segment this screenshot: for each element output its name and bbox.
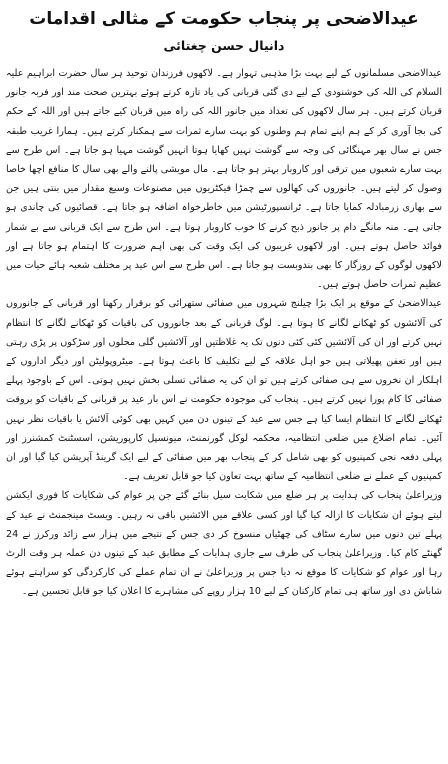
headline: عیدالاضحی پر پنجاب حکومت کے مثالی اقدامات bbox=[29, 9, 419, 29]
byline: دانیال حسن چغتائی bbox=[163, 38, 285, 53]
article bbox=[6, 4, 442, 760]
paragraph-2: عیدالاضحیٰ کے موقع پر ایک بڑا چیلنج شہروں میں صفائی ستھرائی کو برقرار رکھنا اور قربانی کے جانوروں کی آلائشوں کو ٹھکانے لگانے کا ہوتا ہے۔ لوگ قربانی کے بعد جانوروں کی باقیات کو ٹھکانے لگانے کا انتظام نہیں کرتے اور ان کی آلائشیں کئی کئی دنوں تک یہ غلاظتیں اور آلائشیں گلی محلوں اور سڑکوں پر پڑی رہتی ہیں اور تعفن پھیلاتی ہیں جو اہل علاقہ کے لیے تکلیف کا باعث ہوتا ہے۔ میٹروپولیٹن اور دیگر اداروں کے اہلکار ان نخروں سے ہی صفائی کرتے ہیں تو ان کی یہ صفائی تسلی بخش نہیں ہوتی۔ اس کے باوجود پہلے صفائی کا کام پورا نہیں کرتے ہیں۔ پنجاب کی موجودہ حکومت نے اس بار عید پر قربانی کے باقیات کو بروقت ٹھکانے لگانے کا انتظام ایسا کیا ہے جس سے عید کے تینوں دن میں کہیں بھی کوئی آلائش یا باقیات نظر نہیں آئیں۔ تمام اضلاع میں ضلعی انتظامیہ، محکمہ لوکل گورنمنٹ، میونسپل کارپوریشن، اسسٹنٹ کمشنرز اور پہلی دفعہ نجی کمپنیوں کو بھی شامل کر کے پنجاب بھر میں صفائی کے لیے ایک گرینڈ آپریشن کیا گیا اور ان کمپنیوں کے عملے نے ضلعی انتظامیہ کے ساتھ بہت تعاون کیا جو قابل تعریف ہے۔ bbox=[6, 298, 442, 483]
paragraph-3: وزیراعلیٰ پنجاب کی ہدایت پر ہر ضلع میں شکایت سیل بنائے گئے جن پر عوام کی شکایات کا فوری ایکشن لیتے ہوئے ان شکایات کا ازالہ کیا گیا اور کسی علاقے میں الائشیں باقی نہ رہیں۔ ویسٹ مینجمنٹ نے عید کے پہلے تین دنوں میں سارے سٹاف کی چھٹیاں منسوخ کر دی جس کے نتیجے میں ہزار سے زائد ورکرز نے 24 گھنٹے کام کیا۔ وزیراعلیٰ پنجاب کی طرف سے جاری ہدایات کے مطابق عید کے تینوں دن عملہ ہر وقت الرٹ رہا اور عوام کو شکایات کا موقع نہ دیا جس پر وزیراعلیٰ نے ان تمام عملے کی کارکردگی کو سراہتے ہوئے شاباش دی اور ساتھ ہی تمام کارکنان کے لیے 10 ہزار روپے کی مشاہرے کا اعلان کیا جو قابل تحسین ہے۔ bbox=[6, 490, 442, 598]
paragraph-1: عیدالاضحی مسلمانوں کے لیے بہت بڑا مذہبی تہوار ہے۔ لاکھوں فرزندان توحید ہر سال حضرت ابراہیم علیہ السلام کی اللہ کی خوشنودی کے لیے دی گئی قربانی کی یاد تازہ کرتے ہوئے بہترین صحت مند اور فربہ جانور قربان کرتے ہیں۔ ہر سال لاکھوں کی تعداد میں جانور اللہ کی راہ میں قربان کیے جاتے ہیں اور اللہ کے حکم کی بجا آوری کر کے ہم اپنے تمام ہم وطنوں کو بہت سارے ثمرات سے ہمکنار کرتے ہیں۔ ہمارا غریب طبقہ جس نے سال بھر مہنگائی کی وجہ سے گوشت نہیں کھایا ہوتا انہیں گوشت مہیا ہو جاتا ہے۔ اس طرح سے بہت سارے شعبوں میں ترقی اور کاروبار بہتر ہو جاتا ہے۔ مال مویشی پالنے والے بھی سال کا منافع اچھا خاصا وصول کر لیتے ہیں۔ جانوروں کی کھالوں سے چمڑا فیکٹریوں میں مصنوعات وسیع مقدار میں بنتی ہیں جن سے بھاری زرمبادلہ کمایا جاتا ہے۔ ٹرانسپورٹیشن میں خاطرخواہ اضافہ ہو جاتا ہے۔ قصائیوں کی چاندی ہو جاتی ہے۔ منہ مانگے دام پر جانور ذبح کرنے کا خوب کاروبار ہوتا ہے۔ اس طرح سے ایک قربانی سے بے شمار فوائد حاصل ہوتے ہیں۔ اور لاکھوں غریبوں کی ایک وقت کی بھی اہم ضرورت کا اہتمام ہو جاتا ہے اور لاکھوں لوگوں کے روزگار کا بھی بندوبست ہو جاتا ہے۔ اس طرح سے اس عید پر مختلف شعبہ ہائے حیات میں عظیم ثمرات حاصل ہوتے ہیں۔ bbox=[6, 68, 442, 291]
article-body bbox=[6, 64, 442, 602]
